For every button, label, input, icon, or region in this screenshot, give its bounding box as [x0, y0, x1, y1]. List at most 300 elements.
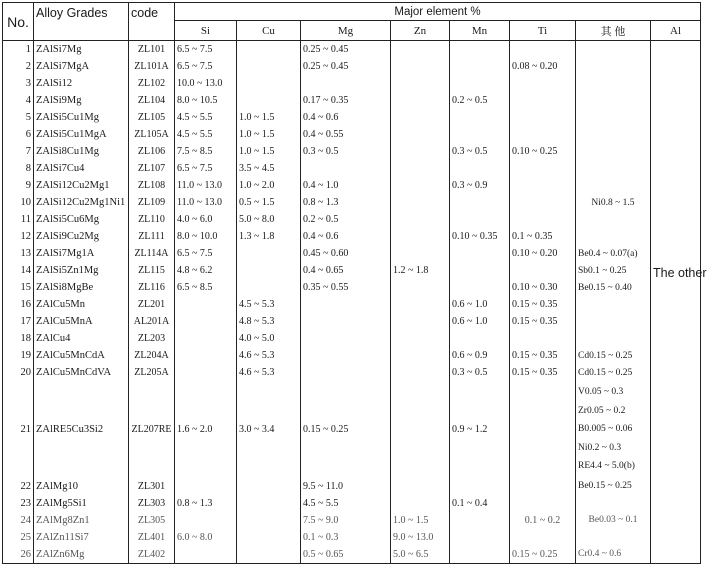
mg-value: 0.2 ~ 0.5: [301, 211, 391, 228]
alloy-code: ZL101: [129, 41, 175, 59]
mn-value: [450, 41, 510, 59]
mg-value: 0.45 ~ 0.60: [301, 245, 391, 262]
other-value: Be0.15 ~ 0.40: [576, 279, 651, 296]
row-no: 20: [3, 364, 34, 381]
si-value: 6.0 ~ 8.0: [175, 529, 237, 546]
cu-value: 1.0 ~ 1.5: [237, 109, 301, 126]
other-value: [576, 160, 651, 177]
zn-value: [391, 143, 450, 160]
si-value: 7.5 ~ 8.5: [175, 143, 237, 160]
mn-value: [450, 512, 510, 529]
mg-value: [301, 75, 391, 92]
si-value: 4.5 ~ 5.5: [175, 126, 237, 143]
zn-value: [391, 330, 450, 347]
table-row: [3, 495, 701, 512]
table-row: [3, 92, 701, 109]
alloy-grade: ZAlSi12: [34, 75, 129, 92]
zn-value: [391, 194, 450, 211]
row-no: 6: [3, 126, 34, 143]
alloy-grade: ZAlSi7Mg: [34, 41, 129, 59]
other-value: [576, 58, 651, 75]
alloy-code: ZL115: [129, 262, 175, 279]
table-row: [3, 143, 701, 160]
zn-value: [391, 75, 450, 92]
table-row: [3, 228, 701, 245]
mg-value: 0.25 ~ 0.45: [301, 41, 391, 59]
si-value: 6.5 ~ 7.5: [175, 245, 237, 262]
alloy-code: ZL207RE: [129, 381, 175, 478]
mn-value: 0.6 ~ 0.9: [450, 347, 510, 364]
cu-value: 1.0 ~ 2.0: [237, 177, 301, 194]
ti-value: 0.15 ~ 0.35: [510, 347, 576, 364]
zn-value: [391, 364, 450, 381]
si-value: [175, 330, 237, 347]
alloy-code: ZL204A: [129, 347, 175, 364]
alloy-code: ZL402: [129, 546, 175, 564]
table-row: [3, 296, 701, 313]
zn-value: [391, 109, 450, 126]
alloy-code: ZL104: [129, 92, 175, 109]
table-row: [3, 58, 701, 75]
si-value: [175, 364, 237, 381]
ti-value: 0.10 ~ 0.25: [510, 143, 576, 160]
si-value: 6.5 ~ 7.5: [175, 58, 237, 75]
cu-value: [237, 245, 301, 262]
si-value: 4.0 ~ 6.0: [175, 211, 237, 228]
table-row: [3, 313, 701, 330]
row-no: 23: [3, 495, 34, 512]
mg-value: 0.8 ~ 1.3: [301, 194, 391, 211]
table-row: [3, 75, 701, 92]
mg-value: 7.5 ~ 9.0: [301, 512, 391, 529]
ti-value: [510, 381, 576, 478]
alloy-grade: ZAlSi8MgBe: [34, 279, 129, 296]
ti-value: [510, 41, 576, 59]
other-value: [576, 75, 651, 92]
mn-value: 0.9 ~ 1.2: [450, 381, 510, 478]
mn-value: [450, 126, 510, 143]
mn-value: 0.10 ~ 0.35: [450, 228, 510, 245]
row-no: 15: [3, 279, 34, 296]
si-value: [175, 347, 237, 364]
mn-value: 0.1 ~ 0.4: [450, 495, 510, 512]
other-line: Zr0.05 ~ 0.2: [578, 405, 626, 416]
cu-value: 5.0 ~ 8.0: [237, 211, 301, 228]
mg-value: 4.5 ~ 5.5: [301, 495, 391, 512]
mg-value: [301, 160, 391, 177]
mg-value: 0.4 ~ 0.6: [301, 228, 391, 245]
other-value: [576, 109, 651, 126]
mg-value: [301, 296, 391, 313]
mn-value: [450, 546, 510, 564]
ti-value: 0.1 ~ 0.2: [510, 512, 576, 529]
alloy-grade: ZAlCu5MnCdA: [34, 347, 129, 364]
row-no: 25: [3, 529, 34, 546]
alloy-code: ZL205A: [129, 364, 175, 381]
cu-value: [237, 279, 301, 296]
row-no: 3: [3, 75, 34, 92]
ti-value: 0.15 ~ 0.25: [510, 546, 576, 564]
si-value: 6.5 ~ 8.5: [175, 279, 237, 296]
header-no: No.: [3, 3, 34, 41]
cu-value: 4.5 ~ 5.3: [237, 296, 301, 313]
si-value: 4.8 ~ 6.2: [175, 262, 237, 279]
row-no: 1: [3, 41, 34, 59]
zn-value: [391, 495, 450, 512]
ti-value: [510, 211, 576, 228]
cu-value: [237, 75, 301, 92]
mn-value: [450, 58, 510, 75]
table-row: [3, 126, 701, 143]
mg-value: 0.3 ~ 0.5: [301, 143, 391, 160]
cu-value: 3.5 ~ 4.5: [237, 160, 301, 177]
row-no: 4: [3, 92, 34, 109]
row-no: 7: [3, 143, 34, 160]
other-value: [576, 41, 651, 59]
other-value-multi: [576, 381, 651, 478]
alloy-composition-table: [2, 2, 707, 564]
alloy-grade: ZAlSi5Cu1Mg: [34, 109, 129, 126]
header-si: Si: [175, 21, 237, 41]
alloy-code: ZL303: [129, 495, 175, 512]
si-value: [175, 296, 237, 313]
ti-value: 0.10 ~ 0.30: [510, 279, 576, 296]
ti-value: [510, 177, 576, 194]
alloy-code: ZL102: [129, 75, 175, 92]
ti-value: 0.08 ~ 0.20: [510, 58, 576, 75]
header-zn: Zn: [391, 21, 450, 41]
zn-value: 1.2 ~ 1.8: [391, 262, 450, 279]
mn-value: [450, 75, 510, 92]
mn-value: [450, 262, 510, 279]
table-row: [3, 512, 701, 529]
ti-value: [510, 75, 576, 92]
cu-value: [237, 512, 301, 529]
row-no: 10: [3, 194, 34, 211]
other-value: Cd0.15 ~ 0.25: [576, 347, 651, 364]
alloy-code: ZL116: [129, 279, 175, 296]
mg-value: 9.5 ~ 11.0: [301, 478, 391, 495]
table-row: [3, 381, 701, 478]
mg-value: 0.35 ~ 0.55: [301, 279, 391, 296]
cu-value: 1.3 ~ 1.8: [237, 228, 301, 245]
other-value: Cr0.4 ~ 0.6: [576, 546, 651, 564]
ti-value: 0.1 ~ 0.35: [510, 228, 576, 245]
table-row: [3, 177, 701, 194]
ti-value: [510, 194, 576, 211]
cu-value: 3.0 ~ 3.4: [237, 381, 301, 478]
alloy-code: ZL110: [129, 211, 175, 228]
si-value: 4.5 ~ 5.5: [175, 109, 237, 126]
mn-value: [450, 529, 510, 546]
zn-value: 1.0 ~ 1.5: [391, 512, 450, 529]
other-line: RE4.4 ~ 5.0(b): [578, 461, 635, 471]
alloy-grade: ZAlSi7Cu4: [34, 160, 129, 177]
header-mn: Mn: [450, 21, 510, 41]
zn-value: [391, 381, 450, 478]
si-value: 11.0 ~ 13.0: [175, 177, 237, 194]
other-value: [576, 313, 651, 330]
cu-value: [237, 92, 301, 109]
si-value: 8.0 ~ 10.0: [175, 228, 237, 245]
si-value: 0.8 ~ 1.3: [175, 495, 237, 512]
si-value: [175, 546, 237, 564]
mg-value: [301, 313, 391, 330]
zn-value: 5.0 ~ 6.5: [391, 546, 450, 564]
ti-value: 0.15 ~ 0.35: [510, 364, 576, 381]
mg-value: [301, 364, 391, 381]
row-no: 22: [3, 478, 34, 495]
alloy-grade: ZAlZn11Si7: [34, 529, 129, 546]
mg-value: 0.4 ~ 0.65: [301, 262, 391, 279]
al-balance-cell: [651, 41, 707, 564]
mn-value: [450, 109, 510, 126]
alloy-grade: ZAlSi5Cu6Mg: [34, 211, 129, 228]
zn-value: [391, 347, 450, 364]
row-no: 14: [3, 262, 34, 279]
zn-value: [391, 279, 450, 296]
mg-value: 0.5 ~ 0.65: [301, 546, 391, 564]
other-value: Be0.4 ~ 0.07(a): [576, 245, 651, 262]
row-no: 26: [3, 546, 34, 564]
alloy-grade: ZAlSi12Cu2Mg1Ni1: [34, 194, 129, 211]
alloy-code: AL201A: [129, 313, 175, 330]
cu-value: [237, 529, 301, 546]
mn-value: 0.6 ~ 1.0: [450, 313, 510, 330]
alloy-code: ZL301: [129, 478, 175, 495]
alloy-grade: ZAlCu5Mn: [34, 296, 129, 313]
ti-value: [510, 262, 576, 279]
other-value: [576, 211, 651, 228]
mn-value: 0.3 ~ 0.5: [450, 364, 510, 381]
row-no: 8: [3, 160, 34, 177]
zn-value: [391, 92, 450, 109]
row-no: 18: [3, 330, 34, 347]
mg-value: 0.4 ~ 1.0: [301, 177, 391, 194]
other-line: B0.005 ~ 0.06: [578, 424, 633, 434]
zn-value: [391, 296, 450, 313]
alloy-grade: ZAlCu5MnA: [34, 313, 129, 330]
alloy-code: ZL201: [129, 296, 175, 313]
alloy-code: ZL401: [129, 529, 175, 546]
mg-value: 0.17 ~ 0.35: [301, 92, 391, 109]
other-value: Be0.15 ~ 0.25: [576, 478, 651, 495]
row-no: 11: [3, 211, 34, 228]
table-row: [3, 364, 701, 381]
ti-value: [510, 495, 576, 512]
ti-value: [510, 126, 576, 143]
cu-value: 4.8 ~ 5.3: [237, 313, 301, 330]
row-no: 5: [3, 109, 34, 126]
other-value: [576, 228, 651, 245]
alloy-composition-sheet: [2, 2, 707, 560]
si-value: 8.0 ~ 10.5: [175, 92, 237, 109]
table-row: [3, 529, 701, 546]
zn-value: [391, 177, 450, 194]
header-al: Al: [651, 21, 701, 41]
alloy-grade: ZAlSi5Zn1Mg: [34, 262, 129, 279]
zn-value: [391, 313, 450, 330]
table-row: [3, 211, 701, 228]
mg-value: 0.1 ~ 0.3: [301, 529, 391, 546]
alloy-code: ZL106: [129, 143, 175, 160]
header-code: code: [129, 3, 175, 41]
table-row: [3, 160, 701, 177]
alloy-grade: ZAlSi5Cu1MgA: [34, 126, 129, 143]
al-balance-text: The other: [653, 266, 707, 280]
alloy-grade: ZAlCu4: [34, 330, 129, 347]
alloy-grade: ZAlRE5Cu3Si2: [34, 381, 129, 478]
mn-value: 0.3 ~ 0.9: [450, 177, 510, 194]
alloy-code: ZL305: [129, 512, 175, 529]
header-major-element: Major element %: [175, 3, 701, 21]
table-row: [3, 245, 701, 262]
header-mg: Mg: [301, 21, 391, 41]
ti-value: [510, 478, 576, 495]
other-line: V0.05 ~ 0.3: [578, 387, 624, 397]
table-row: [3, 41, 701, 59]
other-value: Sb0.1 ~ 0.25: [576, 262, 651, 279]
si-value: 6.5 ~ 7.5: [175, 160, 237, 177]
other-value: [576, 143, 651, 160]
si-value: 10.0 ~ 13.0: [175, 75, 237, 92]
header-ti: Ti: [510, 21, 576, 41]
mn-value: 0.3 ~ 0.5: [450, 143, 510, 160]
table-row: [3, 546, 701, 564]
cu-value: [237, 41, 301, 59]
alloy-code: ZL105A: [129, 126, 175, 143]
other-value: Ni0.8 ~ 1.5: [576, 194, 651, 211]
cu-value: [237, 262, 301, 279]
alloy-code: ZL108: [129, 177, 175, 194]
other-line: Ni0.2 ~ 0.3: [578, 442, 622, 453]
mg-value: [301, 330, 391, 347]
zn-value: [391, 228, 450, 245]
si-value: [175, 478, 237, 495]
mn-value: [450, 194, 510, 211]
row-no: 17: [3, 313, 34, 330]
mn-value: [450, 245, 510, 262]
zn-value: [391, 41, 450, 59]
zn-value: [391, 126, 450, 143]
si-value: 1.6 ~ 2.0: [175, 381, 237, 478]
row-no: 12: [3, 228, 34, 245]
alloy-grade: ZAlMg10: [34, 478, 129, 495]
other-value: Be0.03 ~ 0.1: [576, 512, 651, 529]
mg-value: 0.4 ~ 0.55: [301, 126, 391, 143]
table-row: [3, 262, 701, 279]
cu-value: 4.0 ~ 5.0: [237, 330, 301, 347]
alloy-code: ZL105: [129, 109, 175, 126]
zn-value: [391, 58, 450, 75]
cu-value: [237, 478, 301, 495]
header-cu: Cu: [237, 21, 301, 41]
row-no: 21: [3, 381, 34, 478]
alloy-grade: ZAlSi8Cu1Mg: [34, 143, 129, 160]
other-value: [576, 92, 651, 109]
alloy-code: ZL107: [129, 160, 175, 177]
alloy-grade: ZAlSi7Mg1A: [34, 245, 129, 262]
row-no: 16: [3, 296, 34, 313]
cu-value: 1.0 ~ 1.5: [237, 126, 301, 143]
alloy-grade: ZAlSi9Mg: [34, 92, 129, 109]
ti-value: [510, 160, 576, 177]
other-value: [576, 126, 651, 143]
alloy-grade: ZAlSi9Cu2Mg: [34, 228, 129, 245]
zn-value: 9.0 ~ 13.0: [391, 529, 450, 546]
table-row: [3, 109, 701, 126]
zn-value: [391, 160, 450, 177]
cu-value: [237, 495, 301, 512]
si-value: 11.0 ~ 13.0: [175, 194, 237, 211]
mg-value: [301, 347, 391, 364]
si-value: 6.5 ~ 7.5: [175, 41, 237, 59]
mn-value: [450, 330, 510, 347]
alloy-grade: ZAlSi7MgA: [34, 58, 129, 75]
row-no: 24: [3, 512, 34, 529]
si-value: [175, 512, 237, 529]
mg-value: 0.25 ~ 0.45: [301, 58, 391, 75]
mg-value: 0.4 ~ 0.6: [301, 109, 391, 126]
mn-value: [450, 478, 510, 495]
ti-value: 0.15 ~ 0.35: [510, 296, 576, 313]
ti-value: [510, 92, 576, 109]
alloy-grade: ZAlMg5Si1: [34, 495, 129, 512]
cu-value: 4.6 ~ 5.3: [237, 347, 301, 364]
other-value: [576, 177, 651, 194]
ti-value: 0.10 ~ 0.20: [510, 245, 576, 262]
cu-value: 0.5 ~ 1.5: [237, 194, 301, 211]
other-value: [576, 529, 651, 546]
table-row: [3, 347, 701, 364]
row-no: 13: [3, 245, 34, 262]
alloy-grade: ZAlMg8Zn1: [34, 512, 129, 529]
mn-value: 0.2 ~ 0.5: [450, 92, 510, 109]
ti-value: [510, 109, 576, 126]
table-row: [3, 478, 701, 495]
row-no: 19: [3, 347, 34, 364]
row-no: 9: [3, 177, 34, 194]
table-row: [3, 194, 701, 211]
other-value: [576, 330, 651, 347]
mn-value: [450, 279, 510, 296]
alloy-grade: ZAlCu5MnCdVA: [34, 364, 129, 381]
other-value: [576, 495, 651, 512]
mg-value: 0.15 ~ 0.25: [301, 381, 391, 478]
alloy-grade: ZAlZn6Mg: [34, 546, 129, 564]
alloy-code: ZL111: [129, 228, 175, 245]
ti-value: 0.15 ~ 0.35: [510, 313, 576, 330]
header-other: 其 他: [576, 21, 651, 41]
cu-value: 4.6 ~ 5.3: [237, 364, 301, 381]
other-value: [576, 296, 651, 313]
cu-value: [237, 546, 301, 564]
ti-value: [510, 330, 576, 347]
cu-value: [237, 58, 301, 75]
table-row: [3, 279, 701, 296]
mn-value: 0.6 ~ 1.0: [450, 296, 510, 313]
table-row: [3, 330, 701, 347]
row-no: 2: [3, 58, 34, 75]
alloy-code: ZL114A: [129, 245, 175, 262]
alloy-code: ZL101A: [129, 58, 175, 75]
other-value: Cd0.15 ~ 0.25: [576, 364, 651, 381]
zn-value: [391, 211, 450, 228]
cu-value: 1.0 ~ 1.5: [237, 143, 301, 160]
zn-value: [391, 478, 450, 495]
ti-value: [510, 529, 576, 546]
si-value: [175, 313, 237, 330]
